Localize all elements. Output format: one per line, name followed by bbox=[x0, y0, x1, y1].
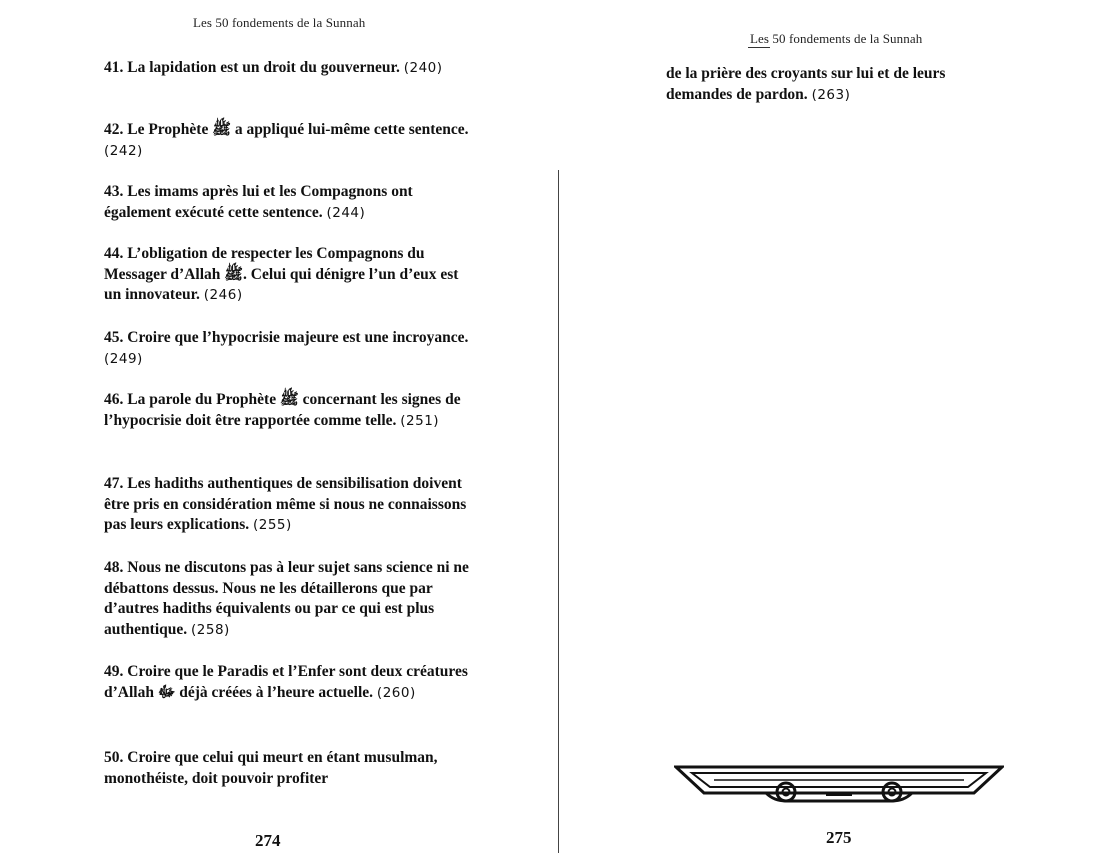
entry-text: 42. Le Prophète ﷺ a appliqué lui-même cette sentence. bbox=[104, 121, 469, 138]
entry-text: 49. Croire que le Paradis et l’Enfer sont deux créatures d’Allah ﷻ déjà créées à l’heure actuelle. bbox=[104, 663, 468, 701]
right-running-head: Les 50 fondements de la Sunnah bbox=[750, 31, 923, 46]
continuation-text: de la prière des croyants sur lui et de leurs demandes de pardon. bbox=[666, 65, 946, 103]
continuation-paragraph bbox=[666, 64, 1006, 105]
page-gutter bbox=[558, 170, 559, 853]
entry-47 bbox=[104, 474, 474, 536]
entry-ref: (240) bbox=[403, 60, 443, 76]
entry-ref: (249) bbox=[104, 350, 143, 367]
entry-text: 41. La lapidation est un droit du gouverneur. bbox=[104, 59, 400, 76]
left-page-number: 274 bbox=[255, 831, 281, 850]
continuation-ref: (263) bbox=[811, 86, 851, 103]
left-running-head: Les 50 fondements de la Sunnah bbox=[193, 15, 366, 30]
entry-text: 46. La parole du Prophète ﷺ concernant les signes de l’hypocrisie doit être rapportée comme telle. bbox=[104, 391, 461, 429]
entry-text: 47. Les hadiths authentiques de sensibilisation doivent être pris en considération même si nous ne connaissons pas leurs explications. bbox=[104, 475, 467, 533]
entry-ref: (242) bbox=[104, 142, 143, 159]
entry-49 bbox=[104, 662, 474, 703]
decorative-ornament-icon bbox=[674, 765, 1004, 805]
entry-text: 50. Croire que celui qui meurt en étant musulman, monothéiste, doit pouvoir profiter bbox=[104, 749, 438, 787]
right-page-number: 275 bbox=[826, 828, 852, 847]
entry-text: 48. Nous ne discutons pas à leur sujet sans science ni ne débattons dessus. Nous ne les détaillerons que par d’autres hadiths équivalents ou par ce qui est plus authentique. bbox=[104, 559, 469, 638]
entry-ref: (251) bbox=[400, 412, 440, 429]
entry-45 bbox=[104, 328, 474, 369]
entry-ref: (246) bbox=[203, 287, 243, 303]
entry-43 bbox=[104, 182, 474, 223]
entry-48 bbox=[104, 558, 474, 640]
entry-text: 43. Les imams après lui et les Compagnons ont également exécuté cette sentence. bbox=[104, 183, 413, 221]
running-head-underline bbox=[748, 47, 770, 48]
entry-ref: (260) bbox=[376, 684, 416, 701]
entry-ref: (258) bbox=[191, 621, 230, 638]
entry-42 bbox=[104, 120, 474, 161]
entry-50 bbox=[104, 748, 474, 789]
entry-ref: (244) bbox=[326, 204, 366, 221]
entry-46 bbox=[104, 390, 474, 431]
entry-44 bbox=[104, 244, 474, 306]
entry-41 bbox=[104, 58, 474, 79]
entry-ref: (255) bbox=[252, 517, 292, 533]
right-page bbox=[560, 0, 1100, 853]
entry-text: 44. L’obligation de respecter les Compagnons du Messager d’Allah ﷺ. Celui qui dénigre l’un d’eux est un innovateur. bbox=[104, 245, 459, 303]
entry-text: 45. Croire que l’hypocrisie majeure est une incroyance. bbox=[104, 329, 469, 346]
